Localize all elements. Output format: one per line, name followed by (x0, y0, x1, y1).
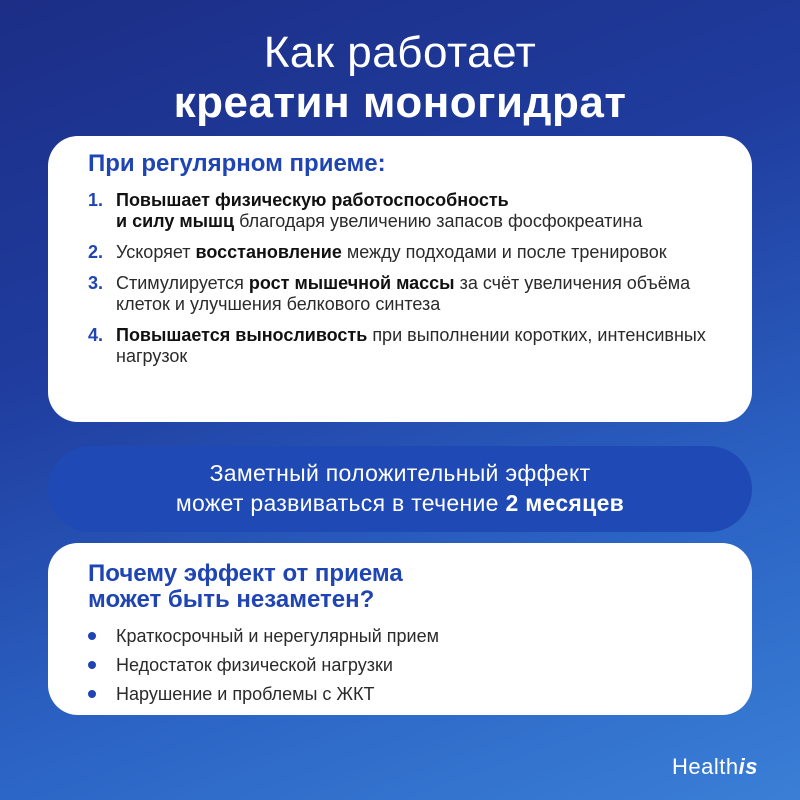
benefits-list (88, 190, 722, 367)
list-item-rest: за счёт увеличения объёма клеток и улучшения белкового синтеза (116, 273, 691, 314)
regular-intake-card (48, 136, 752, 422)
list-item-bold: и силу мышц (116, 211, 235, 231)
list-item (88, 625, 722, 647)
list-item (88, 242, 722, 263)
why-unnoticed-heading (88, 561, 722, 613)
title-line-2: креатин моногидрат (173, 78, 627, 127)
reasons-list (88, 625, 722, 705)
brand-part-2: is (738, 754, 758, 779)
list-item-bold: Повышает физическую работоспособность (116, 190, 509, 210)
list-item (88, 190, 722, 232)
bullet-dot-icon (88, 661, 96, 669)
banner-line-2-bold: 2 месяцев (505, 490, 625, 516)
effect-timing-banner (48, 446, 752, 532)
list-item-text (116, 242, 667, 263)
reason-text: Недостаток физической нагрузки (116, 655, 393, 675)
regular-intake-heading: При регулярном приеме: (88, 150, 386, 177)
list-item-number: 4. (88, 325, 104, 345)
list-item-text (116, 325, 722, 367)
reason-text: Краткосрочный и нерегулярный прием (116, 626, 439, 646)
list-item-number: 1. (88, 190, 104, 210)
list-item (88, 683, 722, 705)
list-item-number: 3. (88, 273, 104, 293)
list-item-bold: восстановление (195, 242, 342, 262)
banner-line-1: Заметный положительный эффект (209, 460, 591, 486)
list-item-text (116, 190, 642, 232)
list-item (88, 654, 722, 676)
bullet-dot-icon (88, 690, 96, 698)
list-item-rest: при выполнении коротких, интенсивных нагрузок (116, 325, 706, 366)
list-item-text (116, 273, 722, 315)
list-item (88, 325, 722, 367)
banner-line-2 (48, 488, 752, 518)
banner-line-2-text: может развиваться в течение (175, 490, 506, 516)
why-heading-line-1: Почему эффект от приема (88, 560, 403, 587)
list-item-bold: Повышается выносливость (116, 325, 368, 345)
title-line-1: Как работает (263, 28, 537, 77)
page-title (0, 28, 800, 128)
list-item-number: 2. (88, 242, 104, 262)
bullet-dot-icon (88, 632, 96, 640)
brand-part-1: Health (672, 754, 739, 779)
list-item-rest: благодаря увеличению запасов фосфокреатина (234, 211, 643, 231)
list-item-pre: Ускоряет (116, 242, 196, 262)
list-item-rest: между подходами и после тренировок (341, 242, 667, 262)
why-unnoticed-card (48, 543, 752, 715)
reason-text: Нарушение и проблемы с ЖКТ (116, 684, 375, 704)
list-item-pre: Стимулируется (116, 273, 249, 293)
list-item-bold: рост мышечной массы (248, 273, 455, 293)
why-heading-line-2: может быть незаметен? (88, 586, 375, 613)
brand-logo (672, 754, 758, 780)
list-item (88, 273, 722, 315)
